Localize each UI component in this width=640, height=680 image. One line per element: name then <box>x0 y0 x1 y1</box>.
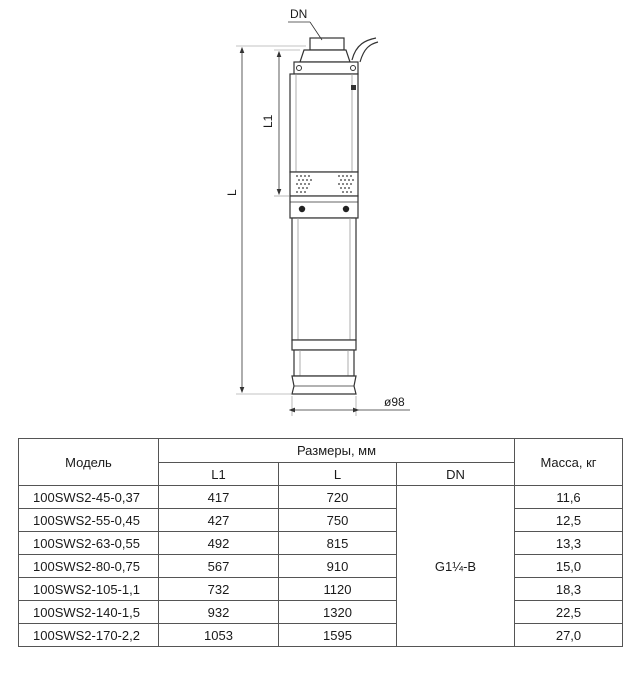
power-cable <box>352 38 376 60</box>
cell-mass: 27,0 <box>515 624 623 647</box>
header-model: Модель <box>19 439 159 486</box>
diameter-label: ø98 <box>384 395 405 409</box>
table-row <box>19 601 623 624</box>
cell-l: 1120 <box>279 578 397 601</box>
cell-l: 750 <box>279 509 397 532</box>
cell-model: 100SWS2-140-1,5 <box>19 601 159 624</box>
cell-l1: 492 <box>159 532 279 555</box>
cell-mass: 22,5 <box>515 601 623 624</box>
header-mass: Масса, кг <box>515 439 623 486</box>
cell-l: 815 <box>279 532 397 555</box>
spec-table <box>18 438 623 647</box>
cell-model: 100SWS2-80-0,75 <box>19 555 159 578</box>
cell-l: 1320 <box>279 601 397 624</box>
power-cable-line <box>360 42 378 62</box>
cell-l1: 1053 <box>159 624 279 647</box>
cell-mass: 13,3 <box>515 532 623 555</box>
cell-mass: 15,0 <box>515 555 623 578</box>
header-l1: L1 <box>159 463 279 486</box>
cell-l1: 932 <box>159 601 279 624</box>
cell-l1: 567 <box>159 555 279 578</box>
table-row <box>19 509 623 532</box>
table-row <box>19 555 623 578</box>
cell-l: 720 <box>279 486 397 509</box>
cell-model: 100SWS2-170-2,2 <box>19 624 159 647</box>
motor-body <box>292 218 356 394</box>
cell-dn: G1¼-B <box>397 486 515 647</box>
cell-mass: 12,5 <box>515 509 623 532</box>
table-row <box>19 486 623 509</box>
cell-model: 100SWS2-45-0,37 <box>19 486 159 509</box>
cell-mass: 18,3 <box>515 578 623 601</box>
coupling-flange <box>290 196 358 218</box>
l1-label: L1 <box>261 114 275 128</box>
cell-model: 100SWS2-63-0,55 <box>19 532 159 555</box>
table-row <box>19 532 623 555</box>
header-dimensions: Размеры, мм <box>159 439 515 463</box>
cell-model: 100SWS2-55-0,45 <box>19 509 159 532</box>
cell-l1: 732 <box>159 578 279 601</box>
discharge-head <box>294 38 358 74</box>
l-label: L <box>225 189 239 196</box>
pump-body <box>290 74 358 172</box>
cell-l: 1595 <box>279 624 397 647</box>
table-row <box>19 624 623 647</box>
diameter-dimension <box>292 395 410 416</box>
cell-l1: 427 <box>159 509 279 532</box>
cell-l: 910 <box>279 555 397 578</box>
table-row <box>19 578 623 601</box>
dn-label: DN <box>290 7 308 21</box>
dn-callout <box>288 7 322 40</box>
cell-l1: 417 <box>159 486 279 509</box>
header-l: L <box>279 463 397 486</box>
cell-model: 100SWS2-105-1,1 <box>19 578 159 601</box>
cell-mass: 11,6 <box>515 486 623 509</box>
header-dn: DN <box>397 463 515 486</box>
intake-screen <box>290 172 358 196</box>
